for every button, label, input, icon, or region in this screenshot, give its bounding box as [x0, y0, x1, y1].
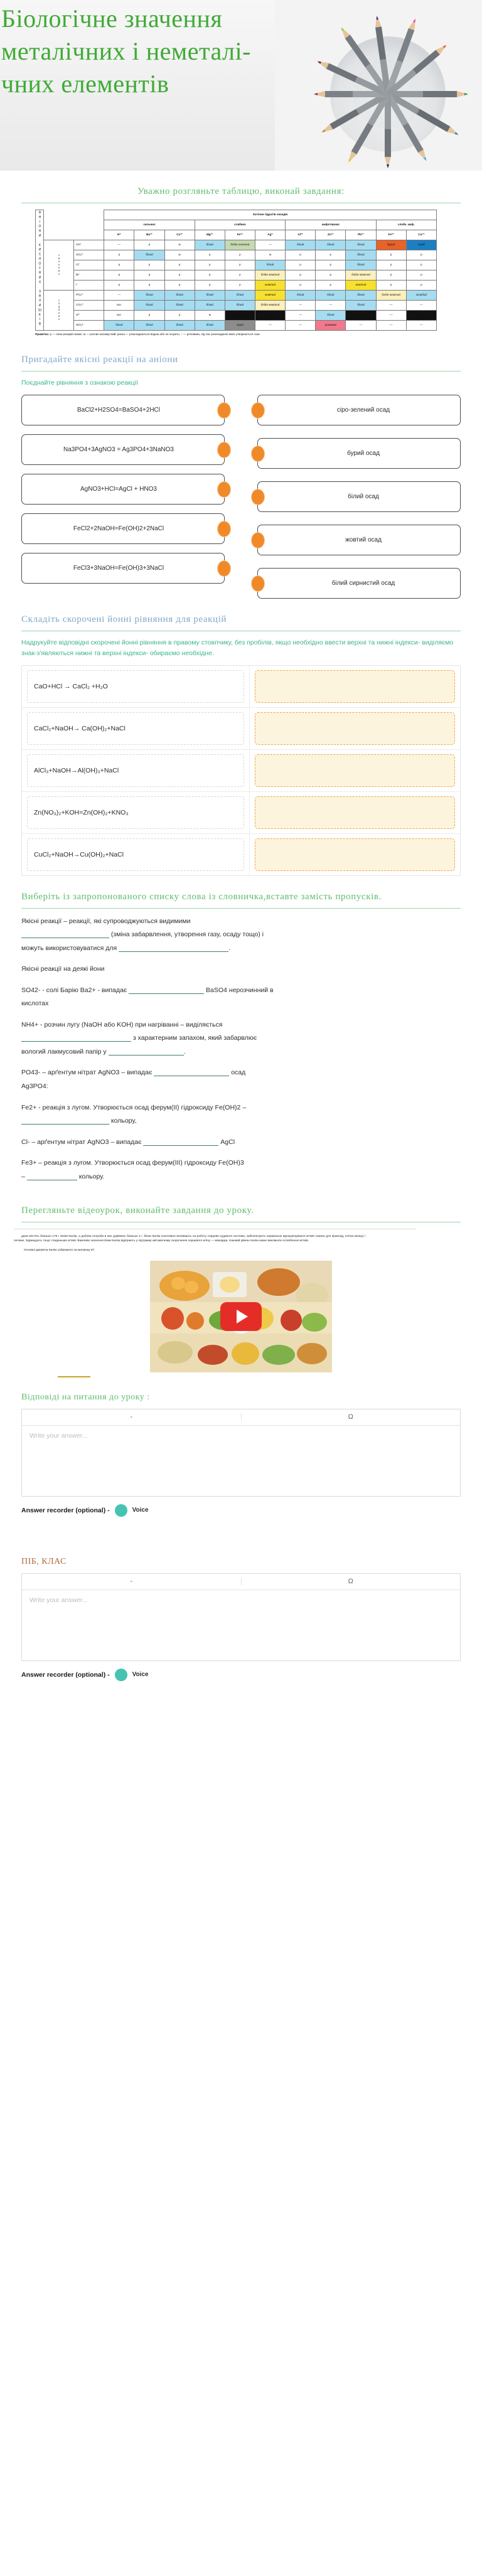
solubility-cell: жовтий	[346, 280, 376, 290]
match-grid	[21, 395, 461, 599]
solubility-cell: чорний	[406, 310, 436, 320]
solubility-cell: блідо-жовтий	[255, 270, 285, 280]
solubility-cell: білий	[134, 300, 164, 310]
table-left-label: АНІОНИ КИСЛОТНИХ ЗАЛИШКІВ	[36, 210, 44, 330]
solubility-cell: білий	[346, 290, 376, 300]
blank-input[interactable]	[119, 944, 228, 952]
page-header	[0, 0, 482, 171]
solubility-cell: р	[376, 250, 406, 260]
answer-recorder	[21, 1504, 461, 1517]
fill-body	[21, 915, 461, 1184]
answer-recorder	[21, 1669, 461, 1681]
solubility-cell: газ↑	[104, 300, 134, 310]
anion-label: CO₃²⁻	[74, 300, 104, 310]
solubility-cell: блідо-зелений	[225, 240, 255, 250]
subgroup-weak-acids: слабких	[44, 290, 74, 330]
microphone-icon[interactable]	[115, 1504, 127, 1517]
solubility-cell: р	[164, 270, 195, 280]
anion-label: PO₄³⁻	[74, 290, 104, 300]
solubility-cell: р	[406, 250, 436, 260]
fill-text: кольору.	[78, 1172, 105, 1180]
match-connector-dot[interactable]	[251, 532, 265, 548]
match-card-observation[interactable]	[257, 395, 461, 425]
ionic-answer-input[interactable]	[255, 670, 455, 703]
blank-input[interactable]	[21, 1116, 109, 1125]
solubility-cell: білий	[346, 300, 376, 310]
solubility-cell: —	[104, 240, 134, 250]
answer-toolbar	[22, 1409, 460, 1426]
cation-header-6: Al³⁺	[286, 230, 316, 240]
ionic-equation-text: CaCl₂+NaOH→ Ca(OH)₂+NaCl	[27, 712, 244, 745]
match-equation-text: FeCl2+2NaOH=Fe(OH)2+2NaCl	[73, 525, 164, 533]
match-connector-dot[interactable]	[251, 446, 265, 462]
answer-toolbar	[22, 1574, 460, 1590]
table-row	[36, 240, 437, 250]
solubility-cell: р	[134, 280, 164, 290]
solubility-cell: —	[376, 310, 406, 320]
cation-header-5: Ag⁺	[255, 230, 285, 240]
match-card-equation[interactable]	[21, 474, 225, 505]
ionic-equation-text: CaO+HCl → CaCl₂ +H₂O	[27, 670, 244, 703]
solubility-cell: жовтий	[255, 290, 285, 300]
solubility-cell: білий	[286, 290, 316, 300]
solubility-cell: —	[286, 320, 316, 330]
solubility-cell: білий	[316, 240, 346, 250]
divider	[21, 908, 461, 909]
solubility-cell: білий	[225, 290, 255, 300]
ionic-equation-cell	[22, 666, 250, 707]
solubility-cell: синій	[406, 240, 436, 250]
solubility-cell: білий	[346, 240, 376, 250]
solubility-cell: білий	[134, 320, 164, 330]
ionic-row	[22, 750, 460, 792]
fill-text: кольору,	[110, 1117, 137, 1125]
solubility-cell: р	[134, 240, 164, 250]
match-card-equation[interactable]	[21, 395, 225, 425]
answers-section	[21, 1377, 461, 1517]
table-row	[36, 250, 437, 260]
solubility-cell: білий	[346, 260, 376, 270]
solubility-cell: р	[376, 280, 406, 290]
solubility-cell: р	[134, 310, 164, 320]
fill-line-8	[21, 1157, 461, 1184]
solubility-cell: блідо-жовтий	[255, 300, 285, 310]
ionic-answer-input[interactable]	[255, 754, 455, 787]
table-note-body: р — опак реакцій немає; м — розчин каламутний; риска — розкладаються водою або не існують; ↑ — речовини, під час розкладання яких утворюються гази.	[49, 332, 260, 336]
match-card-observation[interactable]	[257, 438, 461, 469]
answer-textarea[interactable]: Write your answer...	[29, 1431, 88, 1440]
match-connector-dot[interactable]	[217, 481, 231, 498]
solubility-cell: —	[376, 320, 406, 330]
solubility-cell: білий	[255, 260, 285, 270]
anion-label: S²⁻	[74, 310, 104, 320]
solubility-cell: —	[346, 320, 376, 330]
solubility-cell: р	[195, 280, 225, 290]
fill-text: Якісні реакції на деякі йони	[21, 965, 105, 973]
cation-header-10: Cu²⁺	[406, 230, 436, 240]
video-body-text: дани містять близько 175 г йонів Калію, а добова потреба в них дорівнює близько 4 г. Йони Калію кооптивно впливають на роботу серцево-судинної системи, забезпечують нормальне функціонування м'язів тканин для приклад, клітин мозку) і печінки, підвищують тонус гладеньких м'язів. Важливе значення йони Калію відіграють у підтримці автоматизму скорочення серцевого м'язу — міокарда. Нашкий рівень Калію може викликати ослаблення м'язів.	[14, 1234, 365, 1243]
solubility-cell: блідо-жовтий	[376, 290, 406, 300]
ionic-equation-cell	[22, 708, 250, 749]
solubility-cell: чорний	[225, 310, 255, 320]
cation-header-2: Ca²⁺	[164, 230, 195, 240]
ionic-equation-text: AlCl₃+NaOH→Al(OH)₃+NaCl	[27, 754, 244, 787]
solubility-cell: білий	[164, 320, 195, 330]
solubility-cell: чорний	[255, 310, 285, 320]
ionic-equation-cell	[22, 834, 250, 875]
solubility-cell: білий	[195, 240, 225, 250]
table-row	[36, 290, 437, 300]
match-connector-dot[interactable]	[217, 560, 231, 577]
ionic-answer-cell	[250, 708, 460, 749]
toolbar-omega-icon[interactable]: Ω	[348, 1578, 353, 1586]
solubility-cell: р	[316, 250, 346, 260]
ionic-section-title: Складіть скорочені йонні рівняння для реакцій	[21, 614, 227, 625]
anion-label: I⁻	[74, 280, 104, 290]
fill-text: AgCl	[220, 1138, 235, 1146]
solubility-cell: білий	[195, 290, 225, 300]
fill-text: Fe3+ – реакція з лугом. Утворюється осад ферум(III) гідроксиду Fe(OH)3	[21, 1159, 244, 1167]
ionic-equation-cell	[22, 750, 250, 791]
fill-text: осад	[231, 1069, 246, 1077]
fill-text: можуть використовуватися для	[21, 944, 117, 952]
group-weak: слабких	[195, 220, 285, 230]
fill-text: PO43- – арґентум нітрат AgNO3 – випадає	[21, 1069, 153, 1077]
solubility-cell: —	[255, 240, 285, 250]
microphone-icon[interactable]	[115, 1669, 127, 1681]
solubility-cell: рожевий	[316, 320, 346, 330]
solubility-cell: —	[406, 320, 436, 330]
solubility-cell: р	[104, 280, 134, 290]
solubility-cell: р	[286, 260, 316, 270]
ionic-equation-text: CuCl₂+NaOH→Cu(OH)₂+NaCl	[27, 838, 244, 871]
solubility-cell: —	[316, 300, 346, 310]
solubility-cell: —	[255, 320, 285, 330]
solubility-cell: р	[164, 280, 195, 290]
table-row	[36, 300, 437, 310]
ionic-answer-cell	[250, 792, 460, 833]
match-column-left	[21, 395, 225, 599]
table-row	[36, 320, 437, 330]
solubility-cell: білий	[134, 250, 164, 260]
match-equation-text: FeCl3+3NaOH=Fe(OH)3+3NaCl	[73, 565, 164, 572]
video-source-text: Основні джерела Калію зображено на малюнку 87.	[24, 1249, 95, 1253]
cation-header-8: Pb²⁺	[346, 230, 376, 240]
toolbar-dash-icon[interactable]: -	[22, 1413, 242, 1421]
anion-label: ОН⁻	[74, 240, 104, 250]
ionic-equations-table	[21, 665, 461, 876]
answers-section-title: Відповіді на питання до уроку :	[21, 1392, 150, 1402]
solubility-cell: р	[406, 270, 436, 280]
solubility-cell: жовтий	[255, 280, 285, 290]
cation-header-1: Ba²⁺	[134, 230, 164, 240]
table-note	[35, 333, 437, 337]
blank-input[interactable]	[109, 1047, 184, 1056]
solubility-cell: —	[406, 300, 436, 310]
solubility-cell: м	[195, 310, 225, 320]
play-button[interactable]	[220, 1302, 262, 1331]
solubility-cell: сірий	[225, 320, 255, 330]
match-card-equation[interactable]	[21, 553, 225, 584]
play-icon	[237, 1310, 248, 1323]
solubility-cell: білий	[346, 250, 376, 260]
video-section	[21, 1191, 461, 1222]
voice-label: Voice	[132, 1671, 149, 1679]
cation-header-4: Fe²⁺	[225, 230, 255, 240]
fill-text: Якісні реакції – реакції, які супроводжуються видимими	[21, 917, 191, 925]
solubility-cell: р	[286, 280, 316, 290]
blank-input[interactable]	[27, 1172, 77, 1180]
fill-line-5	[21, 1066, 461, 1093]
solubility-cell: р	[316, 280, 346, 290]
fill-text: Cl- – арґентум нітрат AgNO3 – випадає	[21, 1138, 142, 1146]
match-connector-dot[interactable]	[251, 489, 265, 505]
fill-text: вологий лакмусовий папір у	[21, 1047, 107, 1056]
ionic-answer-cell	[250, 834, 460, 875]
fill-section	[21, 876, 461, 1184]
match-instruction: Поєднайте рівняння з ознакою реакції	[21, 378, 138, 387]
match-column-right	[257, 395, 461, 599]
ionic-section	[21, 599, 461, 876]
video-section-title: Перегляньте відеоурок, виконайте завдання до уроку.	[21, 1205, 254, 1216]
solubility-cell: р	[134, 260, 164, 270]
fill-text: .	[228, 944, 230, 952]
solubility-cell: —	[286, 310, 316, 320]
solubility-cell: р	[286, 270, 316, 280]
match-connector-dot[interactable]	[251, 402, 265, 419]
match-equation-text: BaCl2+H2SO4=BaSO4+2HCl	[77, 407, 161, 414]
match-card-equation[interactable]	[21, 513, 225, 544]
answer-box	[21, 1573, 461, 1661]
fill-line-1	[21, 915, 461, 956]
solubility-cell: голубий	[406, 290, 436, 300]
solubility-cell: р	[225, 270, 255, 280]
solubility-cell: м	[164, 250, 195, 260]
fill-text: Ag3PO4:	[21, 1082, 48, 1090]
solubility-cell: р	[225, 250, 255, 260]
ionic-answer-input[interactable]	[255, 796, 455, 829]
group-weak-amph: слабк. амф.	[376, 220, 436, 230]
ionic-answer-cell	[250, 750, 460, 791]
solubility-cell: білий	[225, 300, 255, 310]
anion-label: Cl⁻	[74, 260, 104, 270]
solubility-cell: р	[376, 270, 406, 280]
ionic-row	[22, 834, 460, 875]
match-observation-text: жовтий осад	[345, 537, 382, 544]
anion-label: SO₄²⁻	[74, 250, 104, 260]
fill-text: з характерним запахом, який забарвлює	[132, 1034, 257, 1042]
solubility-cell: р	[164, 260, 195, 270]
solubility-cell: білий	[164, 300, 195, 310]
solubility-cell: р	[225, 260, 255, 270]
solubility-cell: р	[195, 250, 225, 260]
solubility-cell: блідо-жовтий	[346, 270, 376, 280]
fill-line-4	[21, 1018, 461, 1059]
blank-input[interactable]	[21, 930, 109, 938]
ionic-row	[22, 792, 460, 834]
solubility-cell: р	[316, 270, 346, 280]
solubility-cell: р	[164, 310, 195, 320]
solubility-cell: —	[286, 300, 316, 310]
ionic-row	[22, 666, 460, 708]
match-card-observation[interactable]	[257, 481, 461, 512]
fill-text: –	[21, 1172, 25, 1180]
voice-label: Voice	[132, 1507, 149, 1514]
solubility-cell: р	[286, 250, 316, 260]
solubility-cell: р	[195, 270, 225, 280]
answer-textarea[interactable]: Write your answer...	[29, 1596, 88, 1604]
name-section	[21, 1542, 461, 1681]
solubility-section	[21, 171, 461, 336]
solubility-cell: білий	[316, 310, 346, 320]
solubility-cell: р	[104, 250, 134, 260]
video-thumbnail[interactable]	[150, 1261, 332, 1372]
fill-text: Fe2+ - реакція з лугом. Утворюється осад ферум(II) гідроксиду Fe(OH)2 –	[21, 1103, 247, 1111]
blank-input[interactable]	[143, 1138, 218, 1146]
match-section	[21, 339, 461, 599]
solubility-cell: р	[316, 260, 346, 270]
match-connector-dot[interactable]	[251, 575, 265, 592]
cation-header-3: Mg²⁺	[195, 230, 225, 240]
name-section-title: ПІБ, КЛАС	[21, 1556, 67, 1566]
anion-label: Br⁻	[74, 270, 104, 280]
page-title: Біологічне значення металічних і неметалі-чних елементів	[1, 4, 251, 98]
solubility-cell: р	[104, 270, 134, 280]
match-observation-text: бурий осад	[347, 450, 380, 457]
solubility-cell: р	[195, 260, 225, 270]
solubility-cell: чорний	[346, 310, 376, 320]
solubility-cell: білий	[134, 290, 164, 300]
solubility-cell: білий	[104, 320, 134, 330]
fill-text: SO42- - солі Барію Ba2+ - випадає	[21, 986, 127, 994]
table-row	[36, 280, 437, 290]
match-connector-dot[interactable]	[217, 521, 231, 537]
table-top-header: Катіони гідратів оксидів	[104, 210, 437, 220]
toolbar-omega-icon[interactable]: Ω	[348, 1413, 353, 1421]
solubility-cell: р	[134, 270, 164, 280]
solubility-cell: м	[255, 250, 285, 260]
fill-text: кислотах	[21, 1000, 49, 1008]
match-connector-dot[interactable]	[217, 402, 231, 419]
solubility-cell: газ↑	[104, 310, 134, 320]
match-equation-text: Na3PO4+3AgNO3 = Ag3PO4+3NaNO3	[63, 446, 174, 454]
blank-input[interactable]	[129, 986, 204, 994]
recorder-label: Answer recorder (optional) -	[21, 1670, 110, 1679]
fill-line-7	[21, 1136, 461, 1150]
match-section-title: Пригадайте якісні реакції на аніони	[21, 355, 178, 365]
match-observation-text: сіро-зелений осад	[336, 407, 390, 414]
solubility-cell: білий	[286, 240, 316, 250]
cation-header-0: Н⁺	[104, 230, 134, 240]
recorder-label: Answer recorder (optional) -	[21, 1506, 110, 1514]
solubility-cell: білий	[195, 300, 225, 310]
fill-text: BaSO4 нерозчинний в	[206, 986, 274, 994]
solubility-cell: р	[104, 260, 134, 270]
match-connector-dot[interactable]	[217, 442, 231, 458]
fill-line-3	[21, 984, 461, 1011]
match-observation-text: білий сирнистий осад	[331, 580, 395, 587]
ionic-answer-input[interactable]	[255, 712, 455, 745]
ionic-answer-input[interactable]	[255, 838, 455, 871]
fill-line-2	[21, 963, 461, 976]
ionic-equation-text: Zn(NO₃)₂+KOH=Zn(OH)₂+KNO₃	[27, 796, 244, 829]
table-row	[36, 310, 437, 320]
answer-box	[21, 1409, 461, 1497]
solubility-cell: білий	[195, 320, 225, 330]
solubility-cell: білий	[316, 290, 346, 300]
solubility-cell: білий	[164, 290, 195, 300]
match-card-equation[interactable]	[21, 434, 225, 465]
blank-input[interactable]	[154, 1068, 229, 1076]
fill-text: NH4+ - розчин лугу (NaOH або KOH) при нагріванні – виділяється	[21, 1020, 223, 1029]
solubility-table	[35, 210, 437, 331]
group-amphoteric: амфотерних	[286, 220, 376, 230]
fill-line-6	[21, 1101, 461, 1128]
ionic-answer-cell	[250, 666, 460, 707]
match-observation-text: білий осад	[348, 493, 379, 501]
ionic-instruction: Надрукуйте відповідні скорочені йонні рівняння в правому стовпчику, без пробілів, якщо необхідно ввести верхні та нижні індекси- виділяємо знак-з'являються нижні та верхні індекси- обираємо необхідне.	[21, 638, 454, 658]
toolbar-dash-icon[interactable]: -	[22, 1578, 242, 1585]
match-card-observation[interactable]	[257, 568, 461, 599]
table-row	[36, 260, 437, 270]
solubility-cell: —	[376, 300, 406, 310]
table-note-prefix: Примітка:	[35, 332, 50, 336]
ionic-equation-cell	[22, 792, 250, 833]
solubility-table-wrapper	[35, 210, 449, 337]
fill-section-title: Виберіть із запропонованого списку слова із словничка,вставте замість пропусків.	[21, 892, 382, 902]
solubility-cell: м	[164, 240, 195, 250]
solubility-cell: р	[376, 260, 406, 270]
cation-header-9: Fe³⁺	[376, 230, 406, 240]
subgroup-strong-acids: сильних	[44, 240, 74, 290]
match-card-observation[interactable]	[257, 525, 461, 555]
fill-text: (зміна забарвлення, утворення газу, осаду тощо) і	[110, 931, 264, 939]
solubility-cell: —	[104, 290, 134, 300]
solubility-section-title: Уважно розгляньте таблицю, виконай завдання:	[137, 186, 345, 196]
cation-header-7: Zn²⁺	[316, 230, 346, 240]
solubility-cell: р	[406, 280, 436, 290]
group-strong: сильних	[104, 220, 195, 230]
solubility-cell: р	[225, 280, 255, 290]
fill-text: .	[183, 1047, 186, 1056]
solubility-cell: р	[406, 260, 436, 270]
ionic-row	[22, 708, 460, 750]
anion-label: SiO₃²⁻	[74, 320, 104, 330]
pencils-illustration	[275, 0, 482, 171]
match-equation-text: AgNO3+HCl=AgCl + HNO3	[80, 486, 157, 493]
solubility-cell: бурий	[376, 240, 406, 250]
table-row	[36, 270, 437, 280]
blank-input[interactable]	[21, 1034, 131, 1042]
